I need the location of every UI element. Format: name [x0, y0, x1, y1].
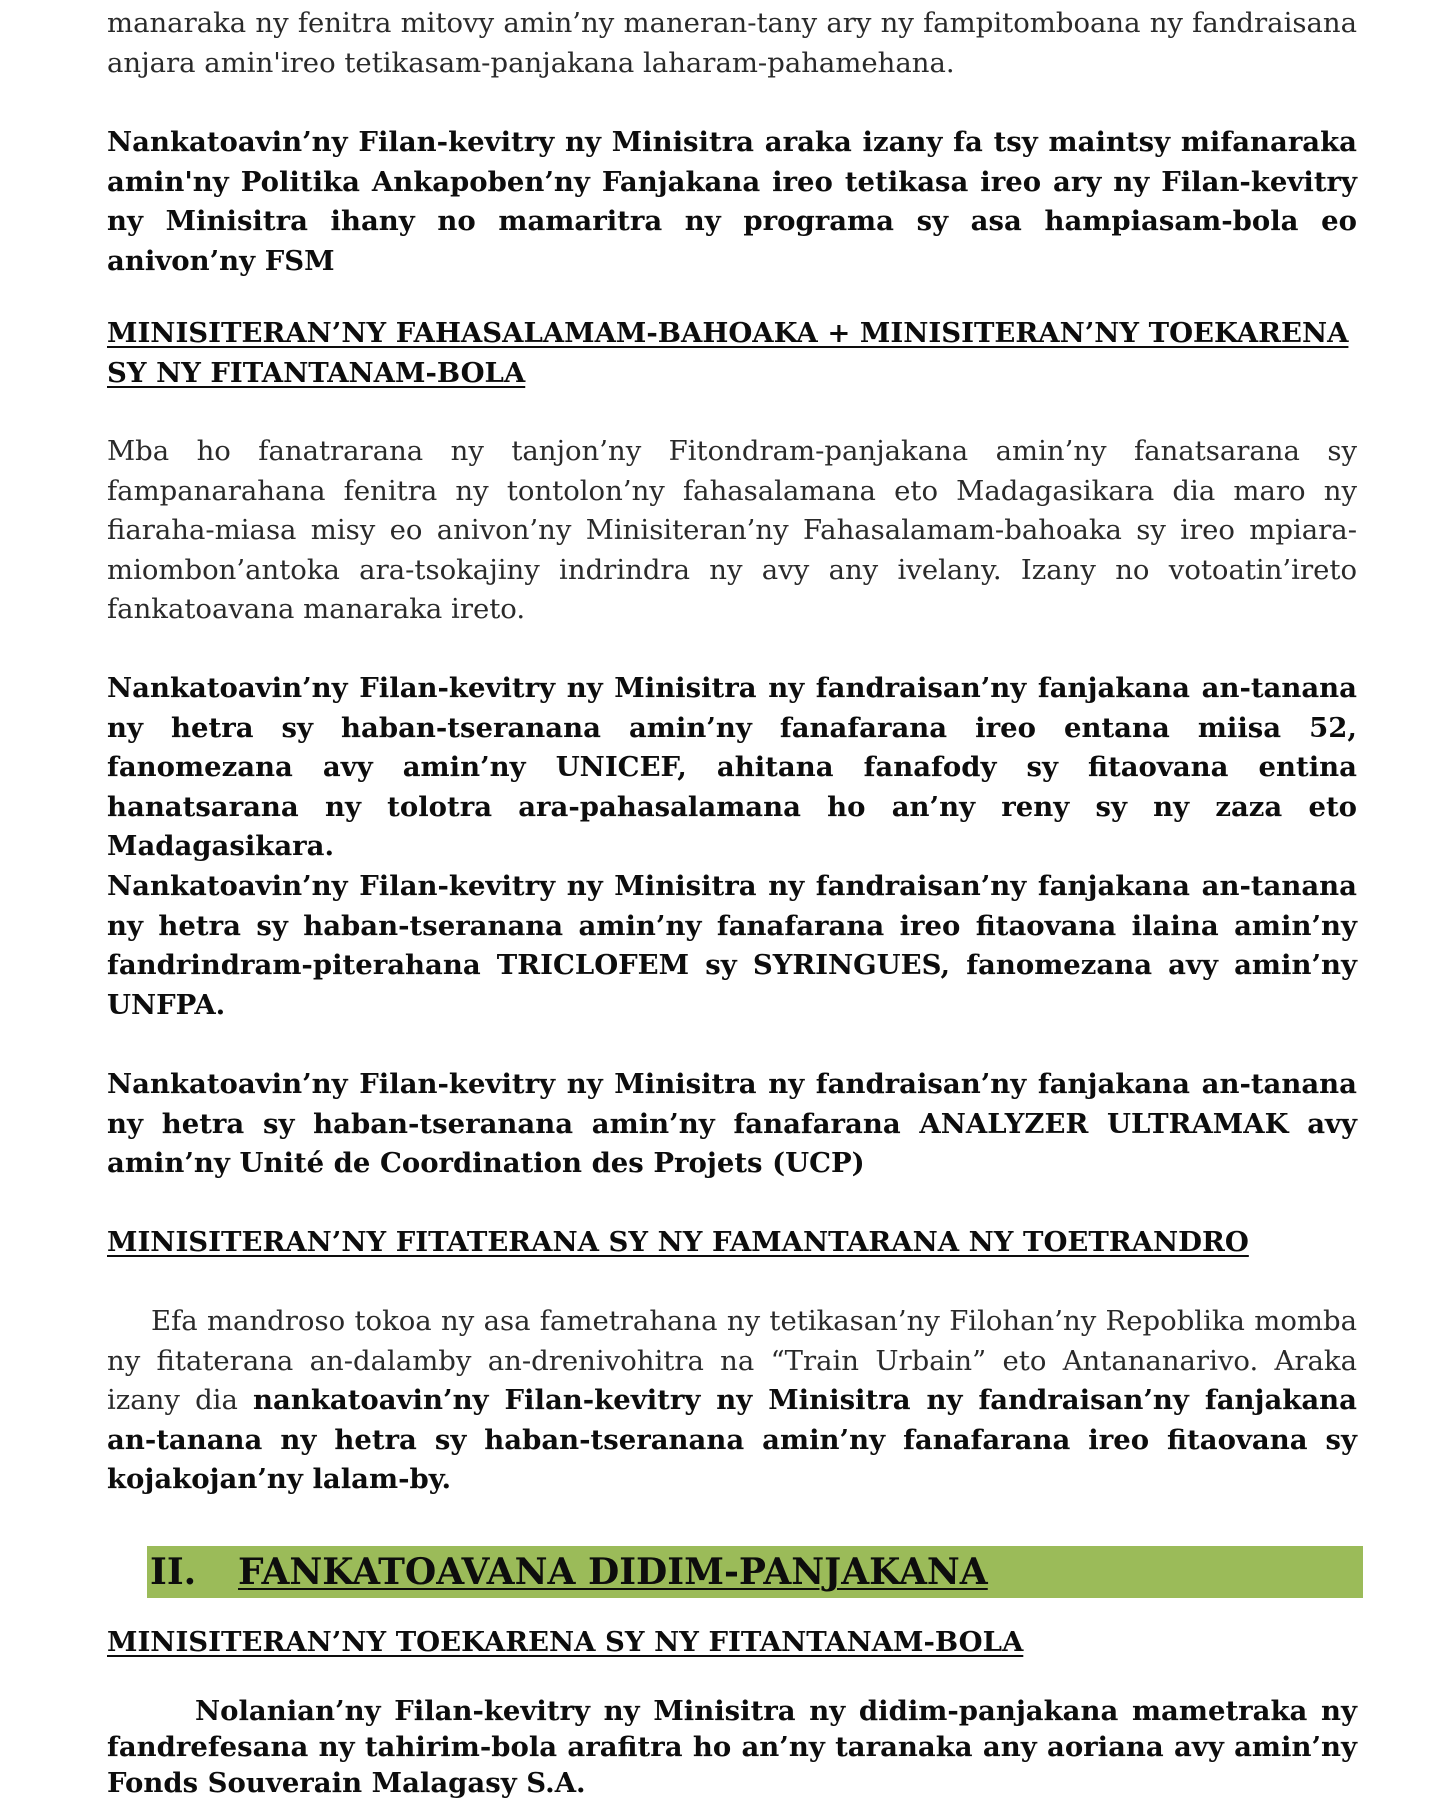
paragraph-unicef-approval: Nankatoavin’ny Filan-kevitry ny Minisitra ny fandraisan’ny fanjakana an-tanana ny hetra sy haban-tseranana amin’ny fanafarana ireo entana miisa 52, fanomezana avy amin’ny UNICEF, ahitana fanafody sy fitaovana entina hanatsarana ny tolotra ara-pahasalamana ho an’ny reny sy ny zaza eto Madagasikara. [107, 672, 1357, 863]
paragraph-intro-continuation: manaraka ny fenitra mitovy amin’ny maneran-tany ary ny fampitomboana ny fandraisana anjara amin'ireo tetikasam-panjakana laharam-pahamehana. [107, 7, 1357, 79]
heading-transport-ministry: MINISITERAN’NY FITATERANA SY NY FAMANTARANA NY TOETRANDRO [107, 1226, 1249, 1258]
paragraph-fonds-souverain: Nolanian’ny Filan-kevitry ny Minisitra ny didim-panjakana mametraka ny fandrefesana ny tahirim-bola arafitra ho an’ny taranaka any aoriana avy amin’ny Fonds Souverain Malagasy S.A. [107, 1695, 1357, 1799]
heading-health-economy-ministries: MINISITERAN’NY FAHASALAMAM-BAHOAKA + MINISITERAN’NY TOEKARENA SY NY FITANTANAM-BOLA [107, 317, 1349, 389]
paragraph-unfpa-approval: Nankatoavin’ny Filan-kevitry ny Minisitra ny fandraisan’ny fanjakana an-tanana ny hetra sy haban-tseranana amin’ny fanafarana ireo fitaovana ilaina amin’ny fandrindram-piterahana TRICLOFEM sy SYRINGUES, fanomezana avy amin’ny UNFPA. [107, 870, 1357, 1021]
paragraph-ucp-approval: Nankatoavin’ny Filan-kevitry ny Minisitra ny fandraisan’ny fanjakana an-tanana ny hetra sy haban-tseranana amin’ny fanafarana ANALYZER ULTRAMAK avy amin’ny Unité de Coordination des Projets (UCP) [107, 1068, 1357, 1180]
train-urbain-intro-text: Efa mandroso tokoa ny asa fametrahana ny tetikasan’ny Filohan’ny Repoblika momba ny fitaterana an-dalamby an-drenivohitra na “Train Urbain” eto Antananarivo. Araka izany dia [107, 1305, 1357, 1417]
heading-economy-finance-ministry: MINISITERAN’NY TOEKARENA SY NY FITANTANAM-BOLA [107, 1626, 1024, 1658]
paragraph-fsm-approval: Nankatoavin’ny Filan-kevitry ny Minisitra araka izany fa tsy maintsy mifanaraka amin'ny Politika Ankapoben’ny Fanjakana ireo tetikasa ireo ary ny Filan-kevitry ny Minisitra ihany no mamaritra ny programa sy asa hampiasam-bola eo anivon’ny FSM [107, 126, 1357, 277]
paragraph-train-urbain [107, 1302, 1357, 1500]
train-urbain-approval-text: nankatoavin’ny Filan-kevitry ny Minisitra ny fandraisan’ny fanjakana an-tanana ny hetra sy haban-tseranana amin’ny fanafarana ireo fitaovana sy kojakojan’ny lalam-by. [107, 1384, 1357, 1496]
section-number: II. [150, 1551, 197, 1593]
paragraph-health-context: Mba ho fanatrarana ny tanjon’ny Fitondram-panjakana amin’ny fanatsarana sy fampanarahana fenitra ny tontolon’ny fahasalamana eto Madagasikara dia maro ny fiaraha-miasa misy eo anivon’ny Minisiteran’ny Fahasalamam-bahoaka sy ireo mpiara-miombon’antoka ara-tsokajiny indrindra ny avy any ivelany. Izany no votoatin’ireto fankatoavana manaraka ireto. [107, 435, 1357, 626]
section-title: FANKATOAVANA DIDIM-PANJAKANA [238, 1551, 988, 1593]
